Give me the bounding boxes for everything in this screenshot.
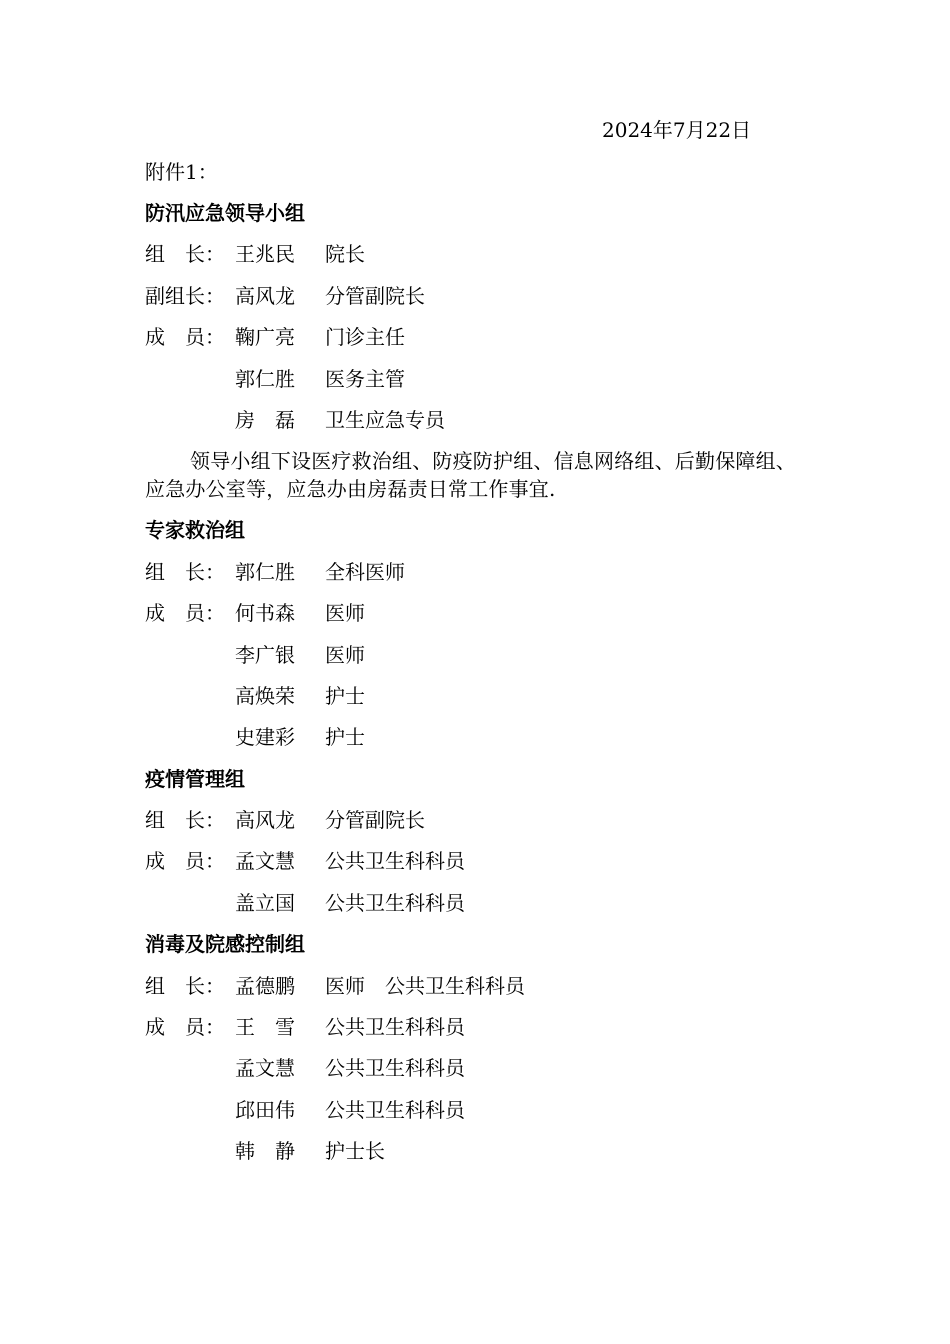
member-name: 何书森 — [235, 601, 295, 626]
member-name: 李广银 — [235, 642, 295, 667]
member-name: 高风龙 — [235, 283, 295, 308]
body-paragraph: 领导小组下设医疗救治组、防疫防护组、信息网络组、后勤保障组、应急办公室等，应急办由房磊责日常工作事宜. — [145, 449, 796, 502]
member-role — [145, 365, 235, 406]
member-role — [145, 889, 235, 930]
document-body — [145, 199, 805, 1179]
section-heading: 防汛应急领导小组 — [145, 201, 305, 225]
member-role — [145, 1137, 235, 1178]
member-role — [145, 723, 235, 764]
member-role: 组 长： — [145, 808, 225, 833]
member-role: 成 员： — [145, 1015, 225, 1040]
member-row — [145, 972, 805, 1013]
member-role: 成 员： — [145, 601, 225, 626]
member-row — [145, 1137, 805, 1178]
member-role — [145, 682, 235, 723]
member-title: 医务主管 — [325, 366, 405, 391]
member-role: 副组长： — [145, 283, 225, 308]
member-name: 郭仁胜 — [235, 366, 295, 391]
member-row — [145, 282, 805, 323]
member-role — [145, 1096, 235, 1137]
member-row — [145, 1096, 805, 1137]
member-row — [145, 558, 805, 599]
member-name: 王兆民 — [235, 242, 295, 267]
member-title: 全科医师 — [325, 559, 405, 584]
member-role — [145, 406, 235, 447]
member-row — [145, 806, 805, 847]
member-role: 组 长： — [145, 973, 225, 998]
member-title: 护士 — [325, 683, 365, 708]
member-name: 孟文慧 — [235, 1056, 295, 1081]
member-title: 分管副院长 — [325, 283, 425, 308]
member-row — [145, 889, 805, 930]
member-row — [145, 1054, 805, 1095]
member-name: 孟德鹏 — [235, 973, 295, 998]
member-title: 公共卫生科科员 — [325, 1015, 465, 1040]
member-role — [145, 1054, 235, 1095]
member-row — [145, 723, 805, 764]
member-name: 房 磊 — [235, 407, 295, 432]
member-name: 邱田伟 — [235, 1097, 295, 1122]
member-name: 王 雪 — [235, 1015, 295, 1040]
section-heading: 疫情管理组 — [145, 766, 245, 791]
member-title: 卫生应急专员 — [325, 407, 445, 432]
member-name: 郭仁胜 — [235, 559, 295, 584]
member-title: 公共卫生科科员 — [325, 1097, 465, 1122]
member-name: 高焕荣 — [235, 683, 295, 708]
member-title: 护士长 — [325, 1139, 385, 1164]
member-title: 公共卫生科科员 — [325, 890, 465, 915]
member-role: 组 长： — [145, 242, 225, 267]
member-title: 门诊主任 — [325, 325, 405, 350]
member-role: 成 员： — [145, 849, 225, 874]
member-name: 盖立国 — [235, 890, 295, 915]
member-row — [145, 365, 805, 406]
member-row — [145, 1013, 805, 1054]
member-row — [145, 682, 805, 723]
member-title: 医师 公共卫生科科员 — [325, 973, 525, 998]
member-title: 分管副院长 — [325, 808, 425, 833]
member-name: 史建彩 — [235, 725, 295, 750]
member-name: 高风龙 — [235, 808, 295, 833]
member-title: 公共卫生科科员 — [325, 849, 465, 874]
member-row — [145, 847, 805, 888]
member-title: 公共卫生科科员 — [325, 1056, 465, 1081]
member-name: 鞠广亮 — [235, 325, 295, 350]
member-title: 医师 — [325, 601, 365, 626]
member-name: 孟文慧 — [235, 849, 295, 874]
member-row — [145, 240, 805, 281]
member-title: 医师 — [325, 642, 365, 667]
document-date: 2024年7月22日 — [602, 118, 752, 142]
member-row — [145, 641, 805, 682]
member-name: 韩 静 — [235, 1139, 295, 1164]
member-role — [145, 641, 235, 682]
annex-label: 附件1： — [145, 160, 218, 184]
member-row — [145, 406, 805, 447]
member-role: 成 员： — [145, 325, 225, 350]
section-heading: 消毒及院感控制组 — [145, 932, 305, 957]
section-heading: 专家救治组 — [145, 518, 245, 543]
member-row — [145, 599, 805, 640]
member-role: 组 长： — [145, 559, 225, 584]
member-row — [145, 323, 805, 364]
member-title: 护士 — [325, 725, 365, 750]
member-title: 院长 — [325, 242, 365, 267]
